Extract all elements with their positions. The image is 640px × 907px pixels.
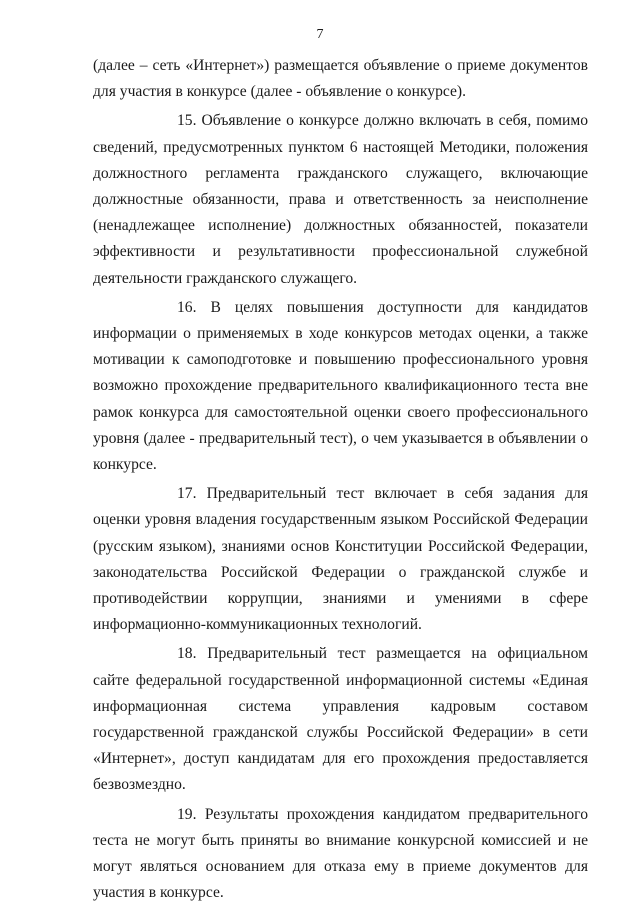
paragraph-text: (далее – сеть «Интернет») размещается объявление о приеме документов для участия в конкурсе (далее - объявление о конкурсе). xyxy=(93,57,588,101)
paragraph-text: Результаты прохождения кандидатом предварительного теста не могут быть приняты во внимание конкурсной комиссией и не могут являться основанием для отказа ему в приеме документов для участия в конкурсе. xyxy=(93,805,588,902)
document-body xyxy=(93,53,588,907)
paragraph-text: Предварительный тест размещается на официальном сайте федеральной государственной информационной системы «Единая информационная система управления кадровым составом государственной гражданской службы Российской Федерации» в сети «Интернет», доступ кандидатам для его прохождения предоставляется безвозмездно. xyxy=(93,645,588,794)
paragraph-text: В целях повышения доступности для кандидатов информации о применяемых в ходе конкурсов методах оценки, а также мотивации к самоподготовке и повышению профессионального уровня возможно прохождение предварительного квалификационного теста вне рамок конкурса для самостоятельной оценки своего профессионального уровня (далее - предварительный тест), о чем указывается в объявлении о конкурсе. xyxy=(93,298,588,474)
paragraph-15 xyxy=(93,108,588,291)
paragraph-text: Предварительный тест включает в себя задания для оценки уровня владения государственным языком Российской Федерации (русским языком), знаниями основ Конституции Российской Федерации, законодательства Российской Федерации о гражданской службе и противодействии коррупции, знаниями и умениями в сфере информационно-коммуникационных технологий. xyxy=(93,485,588,634)
paragraph-continuation xyxy=(93,53,588,105)
paragraph-number: 18. xyxy=(177,645,197,663)
paragraph-18 xyxy=(93,641,588,798)
paragraph-17 xyxy=(93,481,588,638)
paragraph-19 xyxy=(93,802,588,907)
paragraph-number: 19. xyxy=(177,805,197,823)
paragraph-number: 15. xyxy=(177,112,197,130)
paragraph-number: 17. xyxy=(177,485,197,503)
paragraph-text: Объявление о конкурсе должно включать в себя, помимо сведений, предусмотренных пунктом 6 настоящей Методики, положения должностного регламента гражданского служащего, включающие должностные обязанности, права и ответственность за неисполнение (ненадлежащее исполнение) должностных обязанностей, показатели эффективности и результативности профессиональной служебной деятельности гражданского служащего. xyxy=(93,112,588,287)
paragraph-16 xyxy=(93,295,588,478)
page-number: 7 xyxy=(316,27,324,42)
paragraph-number: 16. xyxy=(177,298,197,316)
